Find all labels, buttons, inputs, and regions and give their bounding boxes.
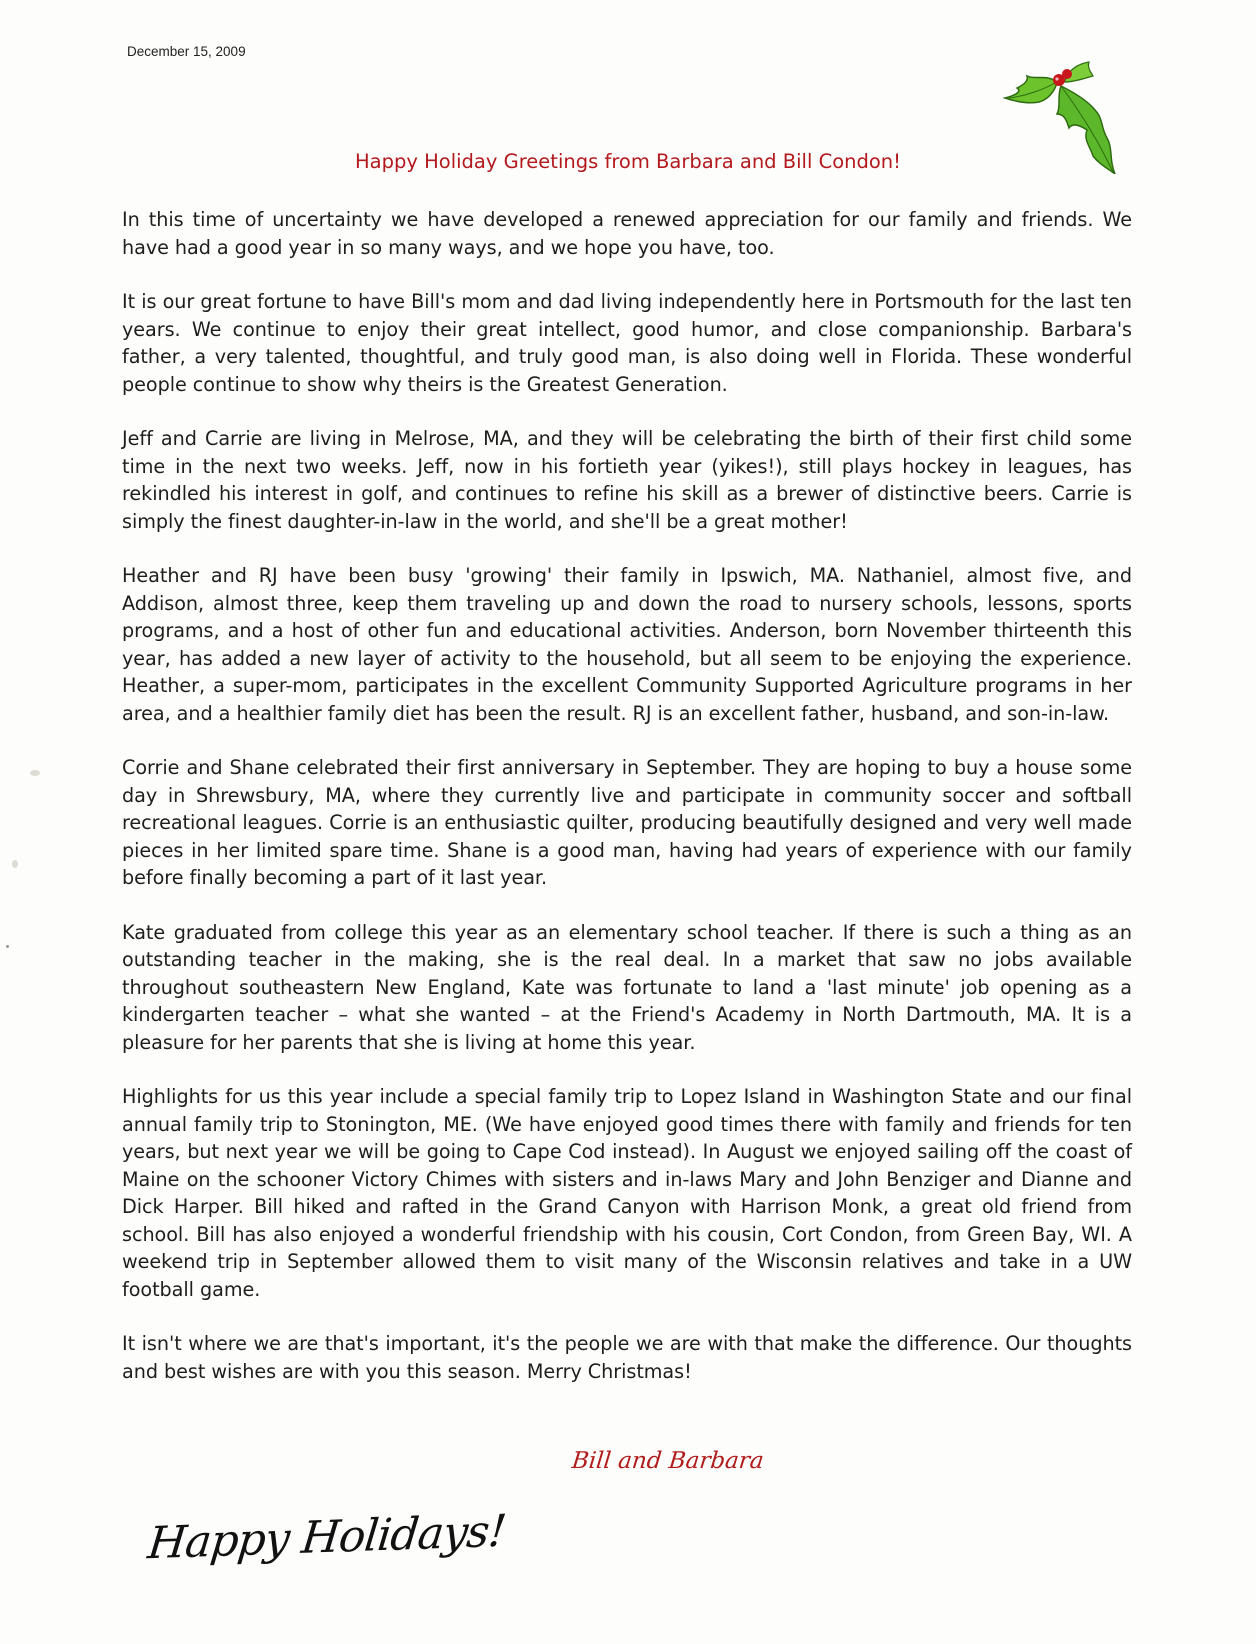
paragraph: Heather and RJ have been busy 'growing' their family in Ipswich, MA. Nathaniel, almost five, and Addison, almost three, keep them traveling up and down the road to nursery schools, lessons, sports programs, and a host of other fun and educational activities. Anderson, born November thirteenth this year, has added a new layer of activity to the household, but all seem to be enjoying the experience. Heather, a super-mom, participates in the excellent Community Supported Agriculture programs in her area, and a healthier family diet has been the result. RJ is an excellent father, husband, and son-in-law. [122, 564, 1132, 725]
paragraph: It isn't where we are that's important, it's the people we are with that make the difference. Our thoughts and best wishes are with you this season. Merry Christmas! [122, 1332, 1132, 1383]
scan-speck [6, 945, 9, 948]
paragraph: Corrie and Shane celebrated their first anniversary in September. They are hoping to buy a house some day in Shrewsbury, MA, where they currently live and participate in community soccer and softball recreational leagues. Corrie is an enthusiastic quilter, producing beautifully designed and very well made pieces in her limited spare time. Shane is a good man, having had years of experience with our family before finally becoming a part of it last year. [122, 756, 1132, 889]
handwritten-note: Happy Holidays! [145, 1505, 508, 1570]
paragraph: It is our great fortune to have Bill's mom and dad living independently here in Portsmouth for the last ten years. We continue to enjoy their great intellect, good humor, and close companionship. Barbara's father, a very talented, thoughtful, and truly good man, is also doing well in Florida. These wonderful people continue to show why theirs is the Greatest Generation. [122, 290, 1132, 396]
paragraph: Kate graduated from college this year as an elementary school teacher. If there is such a thing as an outstanding teacher in the making, she is the real deal. In a market that saw no jobs available throughout southeastern New England, Kate was fortunate to land a 'last minute' job opening as a kindergarten teacher – what she wanted – at the Friend's Academy in North Dartmouth, MA. It is a pleasure for her parents that she is living at home this year. [122, 920, 1132, 1054]
letter-body [122, 206, 1132, 1412]
paragraph: Jeff and Carrie are living in Melrose, MA, and they will be celebrating the birth of their first child some time in the next two weeks. Jeff, now in his fortieth year (yikes!), still plays hockey in leagues, has rekindled his interest in golf, and continues to refine his skill as a brewer of distinctive beers. Carrie is simply the finest daughter-in-law in the world, and she'll be a great mother! [122, 427, 1132, 533]
letter-date: December 15, 2009 [127, 44, 246, 59]
scan-speck [12, 860, 18, 868]
signature: Bill and Barbara [570, 1448, 765, 1474]
paragraph: Highlights for us this year include a special family trip to Lopez Island in Washington State and our final annual family trip to Stonington, ME. (We have enjoyed good times there with family and friends for ten years, but next year we will be going to Cape Cod instead). In August we enjoyed sailing off the coast of Maine on the schooner Victory Chimes with sisters and in-laws Mary and John Benziger and Dianne and Dick Harper. Bill hiked and rafted in the Grand Canyon with Harrison Monk, a great old friend from school. Bill has also enjoyed a wonderful friendship with his cousin, Cort Condon, from Green Bay, WI. A weekend trip in September allowed them to visit many of the Wisconsin relatives and take in a UW football game. [122, 1085, 1132, 1301]
letter-title: Happy Holiday Greetings from Barbara and Bill Condon! [355, 150, 901, 173]
scan-speck [30, 770, 40, 776]
paragraph: In this time of uncertainty we have developed a renewed appreciation for our family and friends. We have had a good year in so many ways, and we hope you have, too. [122, 208, 1132, 259]
